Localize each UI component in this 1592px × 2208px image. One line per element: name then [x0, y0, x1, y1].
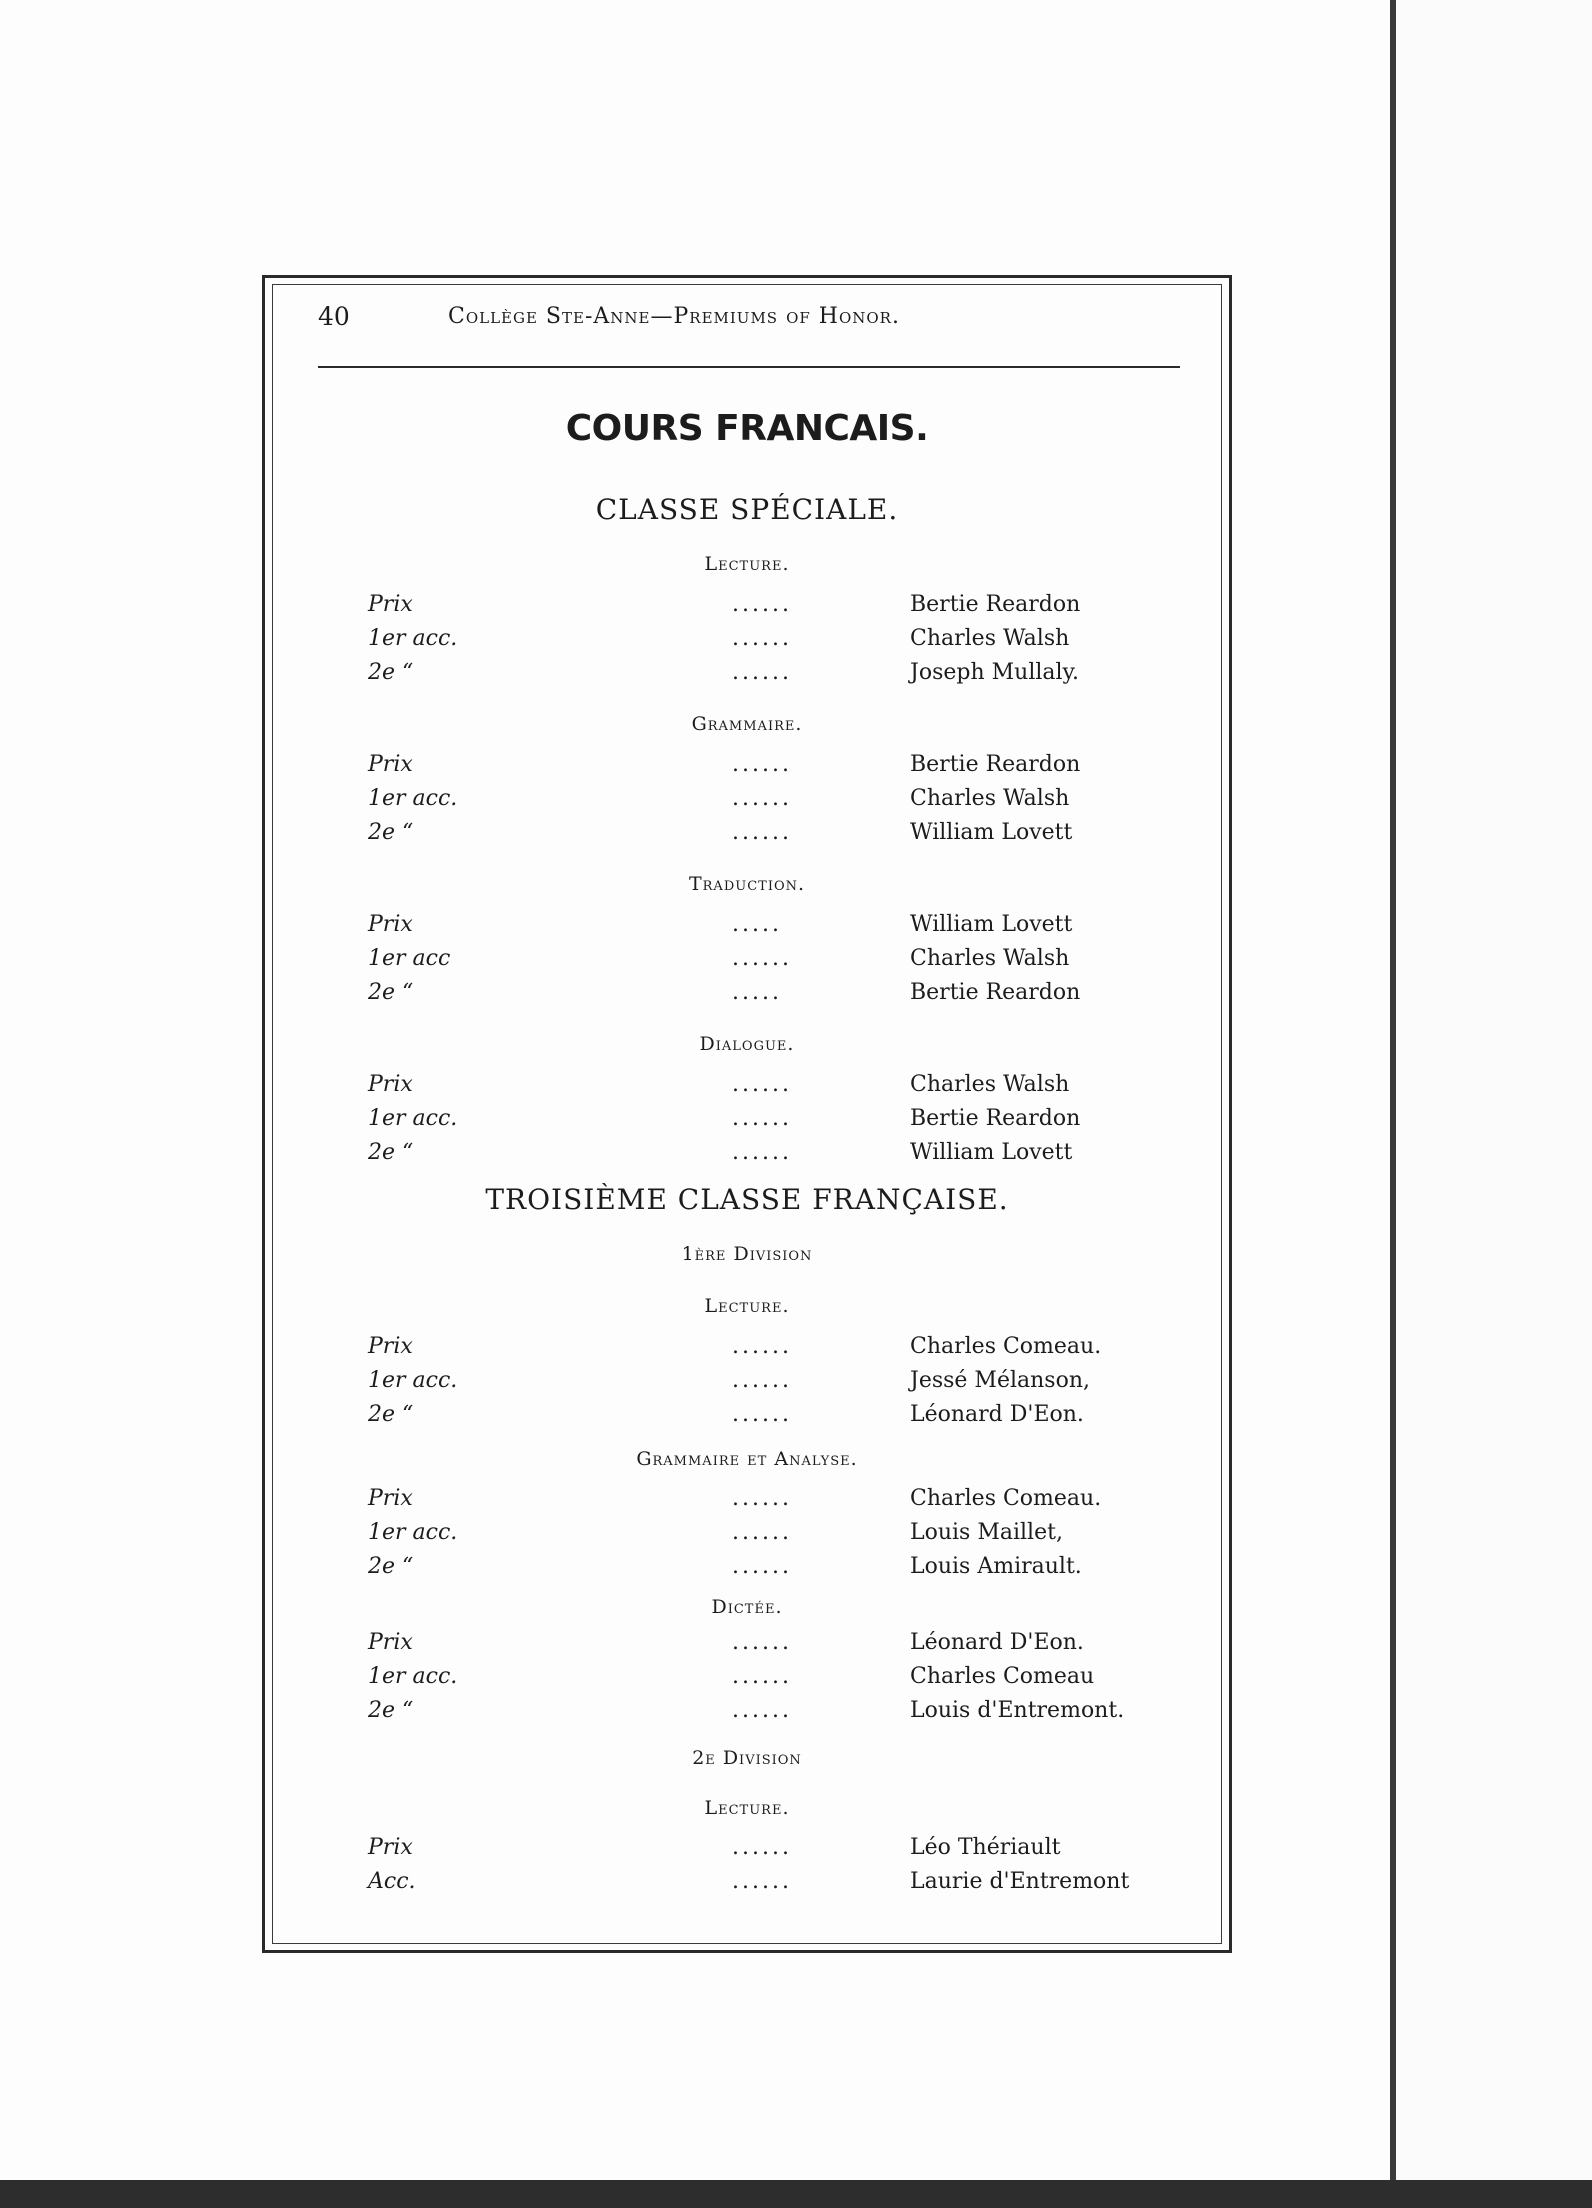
- subject-heading: Grammaire.: [691, 713, 803, 735]
- leader-dots: ......: [732, 1106, 792, 1131]
- award-rank: Acc.: [368, 1869, 416, 1894]
- award-rank: Prix: [368, 1486, 413, 1511]
- award-rank: 1er acc.: [368, 1520, 458, 1545]
- recipient-name: Charles Comeau.: [910, 1486, 1102, 1511]
- leader-dots: ......: [732, 946, 792, 971]
- leader-dots: ......: [732, 1630, 792, 1655]
- award-row: [0, 1368, 1592, 1400]
- award-row: [0, 1106, 1592, 1138]
- award-row: [0, 660, 1592, 692]
- award-rank: 2e “: [368, 820, 414, 845]
- award-row: [0, 912, 1592, 944]
- leader-dots: ......: [732, 1835, 792, 1860]
- award-row: [0, 1698, 1592, 1730]
- award-rank: 2e “: [368, 660, 414, 685]
- award-row: [0, 1072, 1592, 1104]
- header-rule: [318, 366, 1180, 368]
- subject-heading: Lecture.: [704, 1295, 790, 1317]
- recipient-name: Jessé Mélanson,: [910, 1368, 1090, 1393]
- recipient-name: Bertie Reardon: [910, 980, 1081, 1005]
- recipient-name: William Lovett: [910, 820, 1073, 845]
- award-row: [0, 1402, 1592, 1434]
- award-rank: Prix: [368, 1835, 413, 1860]
- award-rank: Prix: [368, 1072, 413, 1097]
- class-heading: CLASSE SPÉCIALE.: [595, 493, 899, 526]
- award-row: [0, 1334, 1592, 1366]
- recipient-name: Laurie d'Entremont: [910, 1869, 1130, 1894]
- leader-dots: ......: [732, 1554, 792, 1579]
- running-title: Collège Ste-Anne—Premiums of Honor.: [448, 304, 900, 329]
- award-row: [0, 592, 1592, 624]
- recipient-name: Léo Thériault: [910, 1835, 1061, 1860]
- scan-bottom-edge: [0, 2180, 1592, 2208]
- award-rank: 1er acc.: [368, 626, 458, 651]
- leader-dots: ......: [732, 1402, 792, 1427]
- award-rank: Prix: [368, 1630, 413, 1655]
- recipient-name: Charles Walsh: [910, 946, 1070, 971]
- recipient-name: Bertie Reardon: [910, 1106, 1081, 1131]
- award-rank: 2e “: [368, 1402, 414, 1427]
- leader-dots: ......: [732, 660, 792, 685]
- leader-dots: ......: [732, 1698, 792, 1723]
- subject-heading: Lecture.: [704, 553, 790, 575]
- award-row: [0, 1554, 1592, 1586]
- recipient-name: Charles Walsh: [910, 1072, 1070, 1097]
- award-row: [0, 752, 1592, 784]
- leader-dots: ......: [732, 1520, 792, 1545]
- recipient-name: Léonard D'Eon.: [910, 1630, 1084, 1655]
- subject-heading: Traduction.: [688, 873, 806, 895]
- leader-dots: ......: [732, 786, 792, 811]
- recipient-name: Louis Amirault.: [910, 1554, 1082, 1579]
- award-row: [0, 1664, 1592, 1696]
- leader-dots: ......: [732, 1072, 792, 1097]
- award-row: [0, 626, 1592, 658]
- leader-dots: ......: [732, 1486, 792, 1511]
- recipient-name: Joseph Mullaly.: [910, 660, 1080, 685]
- recipient-name: Charles Walsh: [910, 786, 1070, 811]
- award-row: [0, 1630, 1592, 1662]
- award-rank: 1er acc.: [368, 1106, 458, 1131]
- award-rank: 2e “: [368, 1554, 414, 1579]
- award-rank: 2e “: [368, 1698, 414, 1723]
- running-head: [318, 302, 1180, 342]
- recipient-name: William Lovett: [910, 912, 1073, 937]
- subject-heading: 2e Division: [692, 1747, 802, 1769]
- recipient-name: Charles Walsh: [910, 626, 1070, 651]
- award-row: [0, 1835, 1592, 1867]
- leader-dots: .....: [732, 912, 782, 937]
- subject-heading: Dictée.: [711, 1596, 783, 1618]
- subject-heading: Grammaire et Analyse.: [636, 1448, 858, 1470]
- award-row: [0, 1869, 1592, 1901]
- award-row: [0, 786, 1592, 818]
- recipient-name: Charles Comeau: [910, 1664, 1095, 1689]
- leader-dots: ......: [732, 752, 792, 777]
- subject-heading: Lecture.: [704, 1797, 790, 1819]
- recipient-name: William Lovett: [910, 1140, 1073, 1165]
- award-rank: 2e “: [368, 980, 414, 1005]
- award-row: [0, 946, 1592, 978]
- section-title: COURS FRANCAIS.: [565, 408, 929, 449]
- recipient-name: Bertie Reardon: [910, 752, 1081, 777]
- award-rank: Prix: [368, 592, 413, 617]
- leader-dots: ......: [732, 1869, 792, 1894]
- page-number: 40: [318, 302, 350, 331]
- leader-dots: ......: [732, 820, 792, 845]
- award-rank: Prix: [368, 752, 413, 777]
- award-rank: 1er acc: [368, 946, 451, 971]
- subject-heading: Dialogue.: [699, 1033, 795, 1055]
- award-rank: Prix: [368, 912, 413, 937]
- leader-dots: ......: [732, 1140, 792, 1165]
- leader-dots: ......: [732, 626, 792, 651]
- recipient-name: Léonard D'Eon.: [910, 1402, 1084, 1427]
- leader-dots: .....: [732, 980, 782, 1005]
- leader-dots: ......: [732, 1664, 792, 1689]
- recipient-name: Charles Comeau.: [910, 1334, 1102, 1359]
- award-rank: 1er acc.: [368, 1664, 458, 1689]
- class-heading: TROISIÈME CLASSE FRANÇAISE.: [485, 1183, 1009, 1216]
- award-row: [0, 980, 1592, 1012]
- recipient-name: Louis d'Entremont.: [910, 1698, 1125, 1723]
- award-rank: 2e “: [368, 1140, 414, 1165]
- subject-heading: 1ère Division: [681, 1243, 813, 1265]
- recipient-name: Louis Maillet,: [910, 1520, 1063, 1545]
- award-rank: Prix: [368, 1334, 413, 1359]
- recipient-name: Bertie Reardon: [910, 592, 1081, 617]
- award-rank: 1er acc.: [368, 786, 458, 811]
- award-row: [0, 1140, 1592, 1172]
- award-row: [0, 820, 1592, 852]
- award-row: [0, 1486, 1592, 1518]
- leader-dots: ......: [732, 1334, 792, 1359]
- leader-dots: ......: [732, 592, 792, 617]
- award-row: [0, 1520, 1592, 1552]
- award-rank: 1er acc.: [368, 1368, 458, 1393]
- leader-dots: ......: [732, 1368, 792, 1393]
